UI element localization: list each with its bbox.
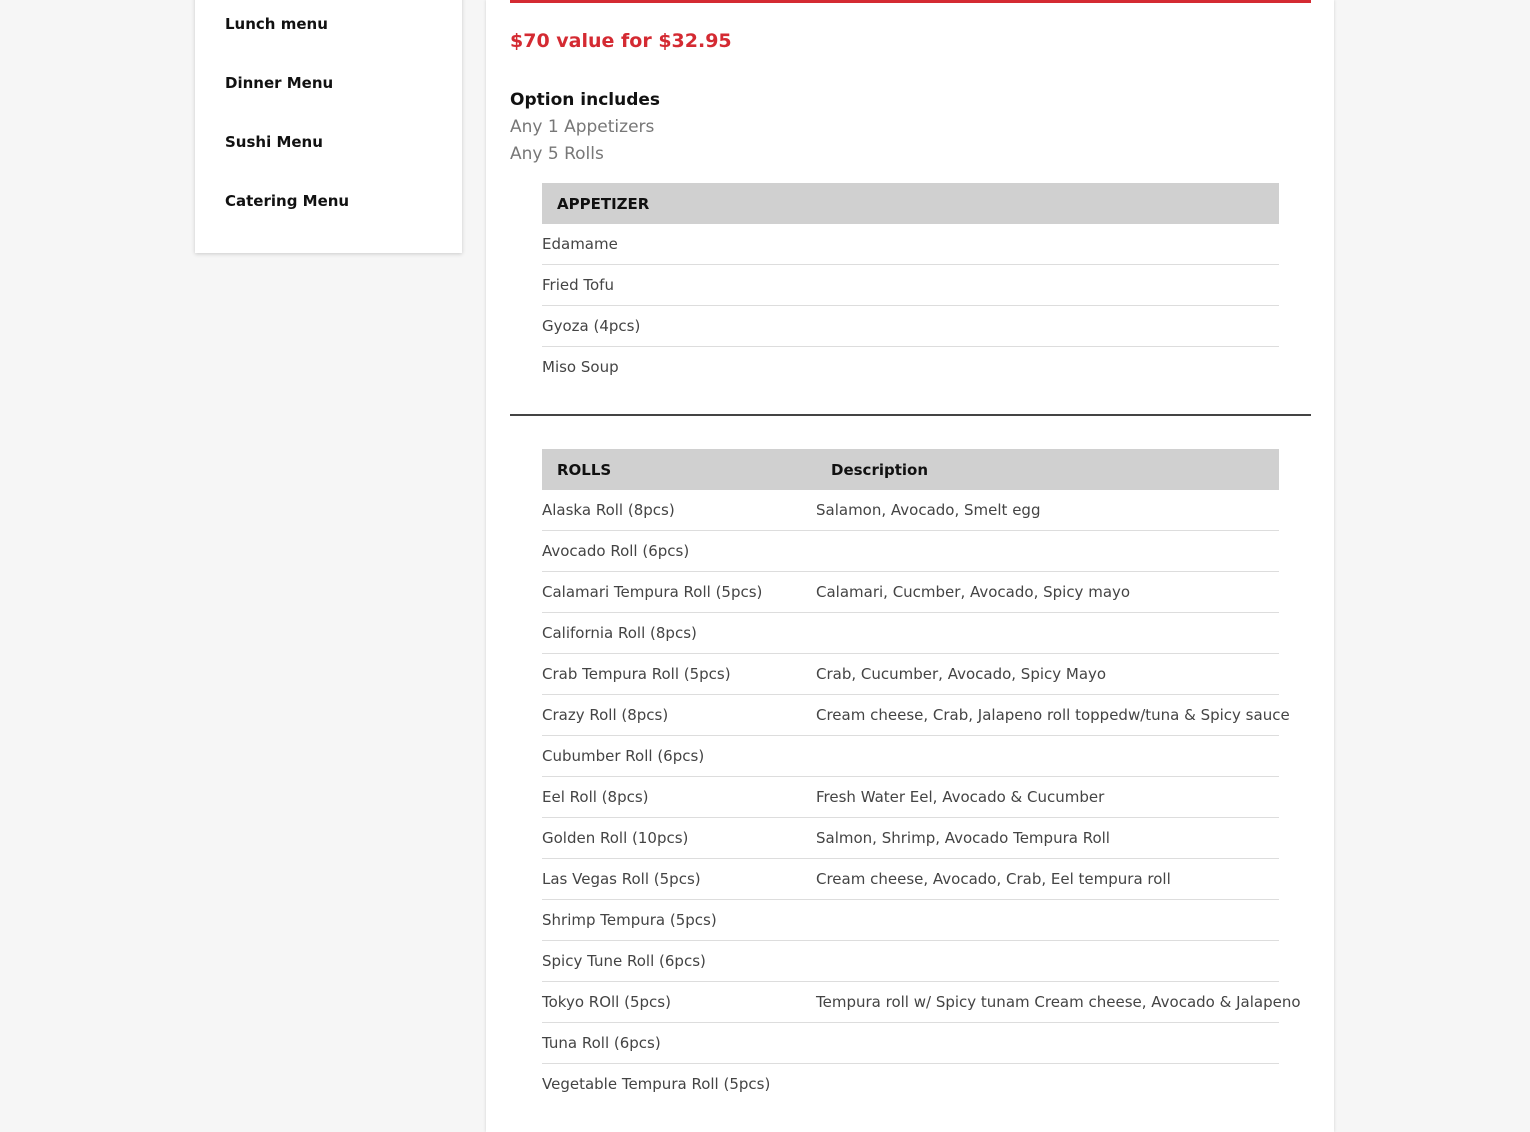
roll-row bbox=[542, 1064, 1279, 1104]
option-includes-title: Option includes bbox=[510, 90, 661, 110]
roll-description: Cream cheese, Crab, Jalapeno roll toppedw/tuna & Spicy sauce bbox=[816, 706, 1290, 724]
roll-description: Tempura roll w/ Spicy tunam Cream cheese, Avocado & Jalapeno bbox=[816, 993, 1301, 1011]
roll-name: Cubumber Roll (6pcs) bbox=[542, 747, 705, 765]
roll-description: Fresh Water Eel, Avocado & Cucumber bbox=[816, 788, 1105, 806]
option-include-line: Any 1 Appetizers bbox=[510, 117, 655, 137]
appetizer-name: Fried Tofu bbox=[542, 276, 614, 294]
sidebar-item-lunch-menu[interactable]: Lunch menu bbox=[225, 15, 328, 33]
roll-description: Calamari, Cucmber, Avocado, Spicy mayo bbox=[816, 583, 1131, 601]
roll-name: Crab Tempura Roll (5pcs) bbox=[542, 665, 731, 683]
roll-name: Golden Roll (10pcs) bbox=[542, 829, 689, 847]
roll-name: Alaska Roll (8pcs) bbox=[542, 501, 675, 519]
appetizer-table-header bbox=[542, 183, 1279, 224]
roll-row bbox=[542, 736, 1279, 777]
rolls-header-label: ROLLS bbox=[557, 461, 612, 479]
appetizer-row bbox=[542, 224, 1279, 265]
appetizer-row bbox=[542, 306, 1279, 347]
roll-description: Cream cheese, Avocado, Crab, Eel tempura roll bbox=[816, 870, 1171, 888]
roll-row bbox=[542, 859, 1279, 900]
roll-description: Salmon, Shrimp, Avocado Tempura Roll bbox=[816, 829, 1110, 847]
section-divider bbox=[510, 414, 1311, 416]
sidebar-menu-nav bbox=[195, 0, 462, 253]
roll-name: Shrimp Tempura (5pcs) bbox=[542, 911, 717, 929]
appetizer-header-label: APPETIZER bbox=[557, 195, 650, 213]
appetizer-row bbox=[542, 265, 1279, 306]
roll-row bbox=[542, 490, 1279, 531]
rolls-table-header bbox=[542, 449, 1279, 490]
roll-description: Salamon, Avocado, Smelt egg bbox=[816, 501, 1041, 519]
description-header-label: Description bbox=[831, 461, 929, 479]
sidebar-item-sushi-menu[interactable]: Sushi Menu bbox=[225, 133, 323, 151]
roll-name: Spicy Tune Roll (6pcs) bbox=[542, 952, 706, 970]
menu-option-panel bbox=[486, 0, 1334, 1132]
option-include-line: Any 5 Rolls bbox=[510, 144, 604, 164]
sidebar-item-catering-menu[interactable]: Catering Menu bbox=[225, 192, 350, 210]
appetizer-name: Edamame bbox=[542, 235, 618, 253]
roll-name: Crazy Roll (8pcs) bbox=[542, 706, 669, 724]
roll-row bbox=[542, 982, 1301, 1023]
roll-row bbox=[542, 531, 1279, 572]
roll-row bbox=[542, 613, 1279, 654]
roll-name: California Roll (8pcs) bbox=[542, 624, 697, 642]
roll-row bbox=[542, 654, 1279, 695]
roll-name: Tokyo ROll (5pcs) bbox=[542, 993, 671, 1011]
roll-row bbox=[542, 900, 1279, 941]
price-label: $70 value for $32.95 bbox=[510, 30, 732, 52]
roll-name: Eel Roll (8pcs) bbox=[542, 788, 649, 806]
roll-description: Crab, Cucumber, Avocado, Spicy Mayo bbox=[816, 665, 1107, 683]
roll-name: Vegetable Tempura Roll (5pcs) bbox=[542, 1075, 771, 1093]
roll-name: Las Vegas Roll (5pcs) bbox=[542, 870, 701, 888]
appetizer-name: Gyoza (4pcs) bbox=[542, 317, 641, 335]
roll-row bbox=[542, 818, 1279, 859]
accent-bar bbox=[510, 0, 1311, 3]
appetizer-row bbox=[542, 347, 1279, 387]
roll-row bbox=[542, 941, 1279, 982]
roll-name: Calamari Tempura Roll (5pcs) bbox=[542, 583, 763, 601]
roll-row bbox=[542, 1023, 1279, 1064]
roll-name: Tuna Roll (6pcs) bbox=[542, 1034, 661, 1052]
roll-name: Avocado Roll (6pcs) bbox=[542, 542, 690, 560]
roll-row bbox=[542, 572, 1279, 613]
roll-row bbox=[542, 777, 1279, 818]
sidebar-item-dinner-menu[interactable]: Dinner Menu bbox=[225, 74, 334, 92]
appetizer-name: Miso Soup bbox=[542, 358, 619, 376]
roll-row bbox=[542, 695, 1290, 736]
